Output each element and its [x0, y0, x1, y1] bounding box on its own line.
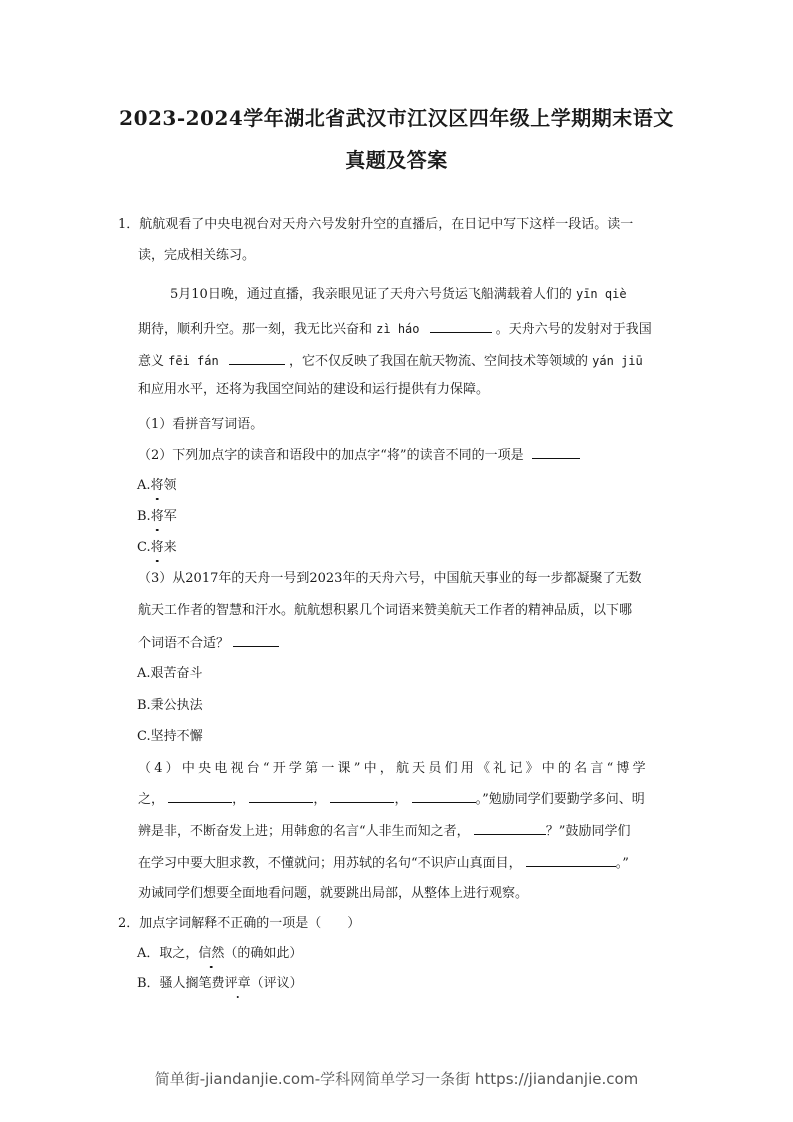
pinyin-zi-hao: zì háo — [376, 322, 420, 336]
option-label: C. — [137, 540, 151, 555]
sub3-option-b[interactable]: B.秉公执法 — [137, 698, 203, 713]
pinyin-yin-qie: yīn qiè — [575, 287, 627, 301]
q1-sub3-line1: （3）从2017年的天舟一号到2023年的天舟六号，中国航天事业的每一步都凝聚了无数 — [138, 571, 642, 586]
q2-option-b[interactable] — [137, 975, 303, 993]
q1-sub3-line2: 航天工作者的智慧和汗水。航航想积累几个词语来赞美航天工作者的精神品质，以下哪 — [138, 603, 633, 618]
passage-line-1 — [170, 285, 627, 304]
q1-sub3-line3 — [138, 634, 279, 653]
passage-text: 期待，顺利升空。那一刻，我无比兴奋和 — [138, 322, 373, 337]
q1-intro-line2: 读，完成相关练习。 — [138, 248, 256, 263]
option-text: 领 — [163, 478, 177, 493]
footer-watermark: 简单街-jiandanjie.com-学科网简单学习一条街 https://jiandanjie.com — [154, 1070, 639, 1088]
option-text: （评议） — [250, 976, 303, 991]
answer-blank-sushi[interactable] — [526, 854, 616, 867]
sub4-text: 。” — [615, 856, 629, 871]
answer-blank-sub2[interactable] — [532, 446, 580, 459]
option-label: B．骚人搁笔费 — [137, 976, 225, 991]
sub2-option-a[interactable] — [137, 477, 177, 495]
q1-sub4-line5: 劝诫同学们想要全面地看问题，就要跳出局部，从整体上进行观察。 — [138, 886, 529, 901]
title-line-1: 2023-2024学年湖北省武汉市江汉区四年级上学期期末语文 — [119, 106, 674, 130]
sub3-option-c[interactable]: C.坚持不懈 — [137, 729, 203, 744]
sub4-text: 。”勉励同学们要勤学多问、明 — [475, 792, 645, 807]
passage-line-2 — [138, 320, 652, 339]
q1-intro-line1: 1．航航观看了中央电视台对天舟六号发射升空的直播后，在日记中写下这样一段话。读一 — [118, 217, 634, 232]
passage-text: 意义 — [138, 354, 165, 369]
passage-text: 5月10日晚，通过直播，我亲眼见证了天舟六号货运飞船满载着人们的 — [170, 287, 572, 302]
pinyin-fei-fan: fēi fán — [168, 354, 219, 368]
sub2-prompt-text: （2）下列加点字的读音和语段中的加点字“将”的读音不同的一项是 — [138, 448, 524, 463]
dotted-words — [225, 976, 251, 991]
answer-blank-feifan[interactable] — [229, 352, 285, 365]
dotted-char: 信然 — [198, 946, 225, 961]
option-label: B. — [137, 509, 151, 524]
dotted-words — [198, 946, 224, 961]
option-text: 来 — [163, 540, 177, 555]
answer-blank-boxue-1[interactable] — [168, 790, 232, 803]
sub4-text: 之， — [138, 792, 165, 807]
passage-line-3 — [138, 352, 643, 371]
q1-sub4-line4 — [138, 854, 629, 873]
dotted-char: 将 — [150, 540, 164, 555]
q1-sub4-line3 — [138, 822, 630, 841]
q1-sub4-line2 — [138, 790, 645, 809]
passage-line-4: 和应用水平，还将为我国空间站的建设和运行提供有力保障。 — [138, 382, 490, 397]
passage-text: 。天舟六号的发射对于我国 — [495, 322, 652, 337]
answer-blank-sub3[interactable] — [233, 634, 279, 647]
option-text: （的确如此） — [224, 946, 303, 961]
sub3-option-a[interactable]: A.艰苦奋斗 — [137, 666, 203, 681]
sub4-text: ？”鼓励同学们 — [545, 824, 631, 839]
sub2-option-b[interactable] — [137, 508, 177, 526]
dotted-char: 评章 — [224, 976, 251, 991]
answer-blank-boxue-2[interactable] — [249, 790, 313, 803]
option-text: 军 — [163, 509, 177, 524]
pinyin-yan-jiu: yán jiū — [592, 354, 643, 368]
q2-prompt: 2．加点字词解释不正确的一项是（ ） — [118, 916, 361, 931]
q1-sub2-prompt — [138, 446, 580, 465]
sub4-text: 辨是非，不断奋发上进；用韩愈的名言“人非生而知之者， — [138, 824, 470, 839]
title-line-2: 真题及答案 — [345, 148, 448, 172]
q1-sub4-line1: （4）中央电视台“开学第一课”中，航天员们用《礼记》中的名言“博学 — [138, 761, 649, 776]
passage-text: ，它不仅反映了我国在航天物流、空间技术等领域的 — [289, 354, 589, 369]
answer-blank-boxue-4[interactable] — [412, 790, 476, 803]
comma: ， — [232, 792, 246, 807]
option-label: A. — [137, 478, 151, 493]
answer-blank-zihao[interactable] — [430, 320, 492, 333]
q2-option-a[interactable] — [137, 945, 302, 963]
sub4-text: 在学习中要大胆求教，不懂就问；用苏轼的名句“不识庐山真面目， — [138, 856, 522, 871]
sub3-question-text: 个词语不合适？ — [138, 636, 230, 651]
dotted-char: 将 — [150, 478, 164, 493]
sub2-option-c[interactable] — [137, 539, 177, 557]
comma: ， — [313, 792, 327, 807]
dotted-char: 将 — [150, 509, 164, 524]
option-label: A．取之， — [137, 946, 199, 961]
answer-blank-hanyu[interactable] — [474, 822, 546, 835]
comma: ， — [394, 792, 408, 807]
answer-blank-boxue-3[interactable] — [330, 790, 394, 803]
q1-sub1: （1）看拼音写词语。 — [138, 417, 264, 432]
